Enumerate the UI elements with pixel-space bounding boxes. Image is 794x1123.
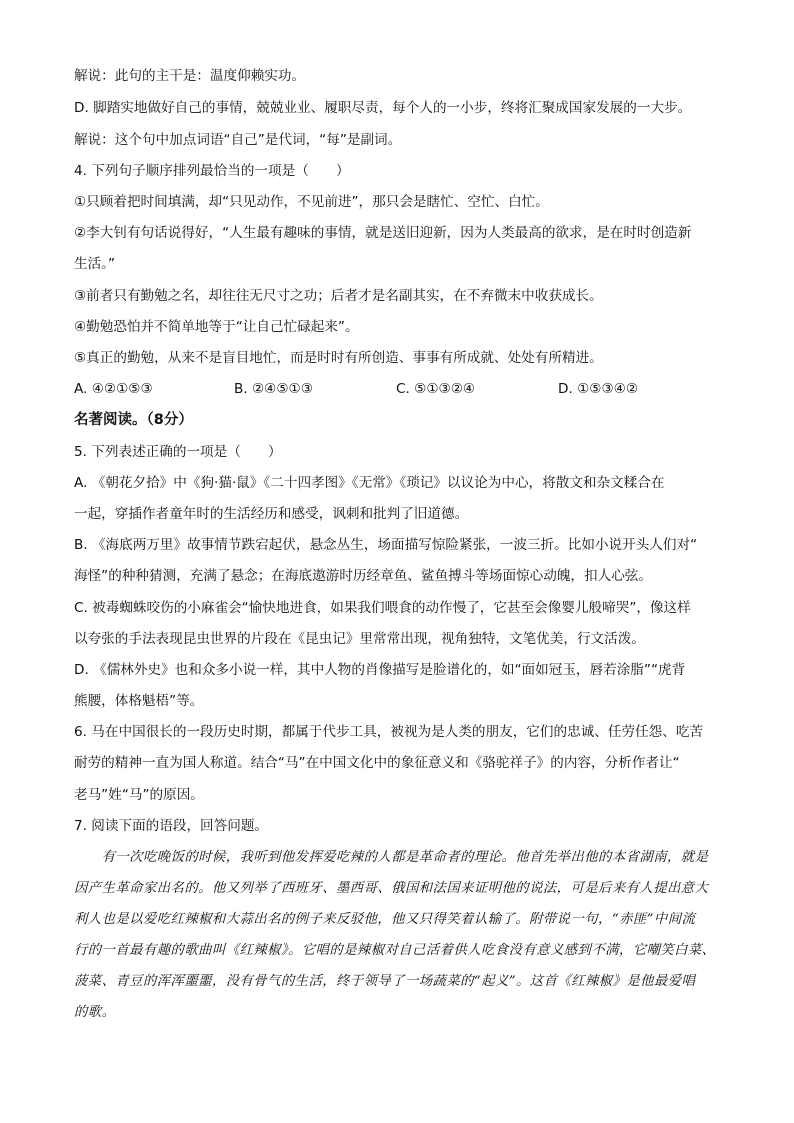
sentence-4: ④勤勉恐怕并不简单地等于“让自己忙碌起来”。 (74, 319, 359, 335)
q4-option-c: C. ⑤①③②④ (396, 381, 476, 397)
question-6-continued: 老马”姓“马”的原因。 (74, 787, 204, 803)
sentence-3: ③前者只有勤勉之名，却往往无尺寸之功；后者才是名副其实，在不弃微末中收获成长。 (74, 288, 603, 304)
passage-line: 行的一首最有趣的歌曲叫《红辣椒》。它唱的是辣椒对自己活着供人吃食没有意义感到不满，它嘲笑白菜、 (74, 943, 716, 958)
q4-option-a: A. ④②①⑤③ (74, 381, 153, 397)
q4-option-b: B. ②④⑤①③ (234, 381, 313, 397)
question-6-prompt: 6. 马在中国很长的一段历史时期，都属于代步工具，被视为是人类的朋友，它们的忠诚、任劳任怨、吃苦 (74, 724, 704, 740)
option-d-text: D. 脚踏实地做好自己的事情，兢兢业业、履职尽责，每个人的一小步，终将汇聚成国家发展的一大步。 (74, 100, 692, 116)
q5-option-b: B. 《海底两万里》故事情节跌宕起伏，悬念丛生，场面描写惊险紧张，一波三折。比如小说开头人们对“ (74, 537, 698, 553)
q5-option-d-continued: 熊腰，体格魁梧”等。 (74, 693, 204, 709)
sentence-2: ②李大钊有句话说得好，“人生最有趣味的事情，就是送旧迎新，因为人类最高的欲求，是在时时创造新 (74, 225, 692, 241)
passage-line: 的歌。 (74, 1005, 116, 1020)
q5-option-a-continued: 一起，穿插作者童年时的生活经历和感受，讽刺和批判了旧道德。 (74, 506, 469, 522)
q5-option-b-continued: 海怪”的种种猜测，充满了悬念；在海底遨游时历经章鱼、鲨鱼搏斗等场面惊心动魄，扣人心弦。 (74, 568, 652, 584)
q5-option-d: D. 《儒林外史》也和众多小说一样，其中人物的肖像描写是脸谱化的，如“面如冠玉，唇若涂脂”“虎背 (74, 662, 686, 678)
question-6-continued: 耐劳的精神一直为国人称道。结合“马”在中国文化中的象征意义和《骆驼祥子》的内容，分析作者让“ (74, 755, 680, 771)
question-7-prompt: 7. 阅读下面的语段，回答问题。 (74, 818, 269, 834)
section-heading: 名著阅读。（8分） (74, 412, 193, 428)
sentence-2-continued: 生活。” (74, 256, 116, 272)
q4-option-d: D. ①⑤③④② (558, 381, 639, 397)
question-4-prompt: 4. 下列句子顺序排列最恰当的一项是（ ） (74, 163, 350, 179)
sentence-1: ①只顾着把时间填满，却“只见动作，不见前进”，那只会是瞎忙、空忙、白忙。 (74, 194, 549, 210)
q5-option-c: C. 被毒蜘蛛咬伤的小麻雀会“愉快地进食，如果我们喂食的动作慢了，它甚至会像婴儿般啼哭”，像这样 (74, 600, 691, 616)
q5-option-c-continued: 以夸张的手法表现昆虫世界的片段在《昆虫记》里常常出现，视角独特，文笔优美，行文活泼。 (74, 631, 645, 647)
analysis-line: 解说：此句的主干是：温度仰赖实功。 (74, 68, 306, 84)
passage-line: 利人也是以爱吃红辣椒和大蒜出名的例子来反驳他，他又只得笑着认输了。附带说一句，“赤匪”中间流 (74, 912, 696, 927)
q5-option-a: A. 《朝花夕拾》中《狗·猫·鼠》《二十四孝图》《无常》《琐记》以议论为中心，将散文和杂文糅合在 (74, 475, 665, 491)
passage-line: 有一次吃晚饭的时候，我听到他发挥爱吃辣的人都是革命者的理论。他首先举出他的本省湖南，就是 (74, 850, 709, 865)
passage-line: 菠菜、青豆的浑浑噩噩，没有骨气的生活，终于领导了一场蔬菜的“起义”。这首《红辣椒》是他最爱唱 (74, 974, 696, 989)
sentence-5: ⑤真正的勤勉，从来不是盲目地忙，而是时时有所创造、事事有所成就、处处有所精进。 (74, 350, 603, 366)
analysis-line: 解说：这个句中加点词语“自己”是代词，“每”是副词。 (74, 132, 402, 148)
question-5-prompt: 5. 下列表述正确的一项是（ ） (74, 444, 282, 460)
passage-line: 因产生革命家出名的。他又列举了西班牙、墨西哥、俄国和法国来证明他的说法，可是后来有人提出意大 (74, 881, 709, 896)
